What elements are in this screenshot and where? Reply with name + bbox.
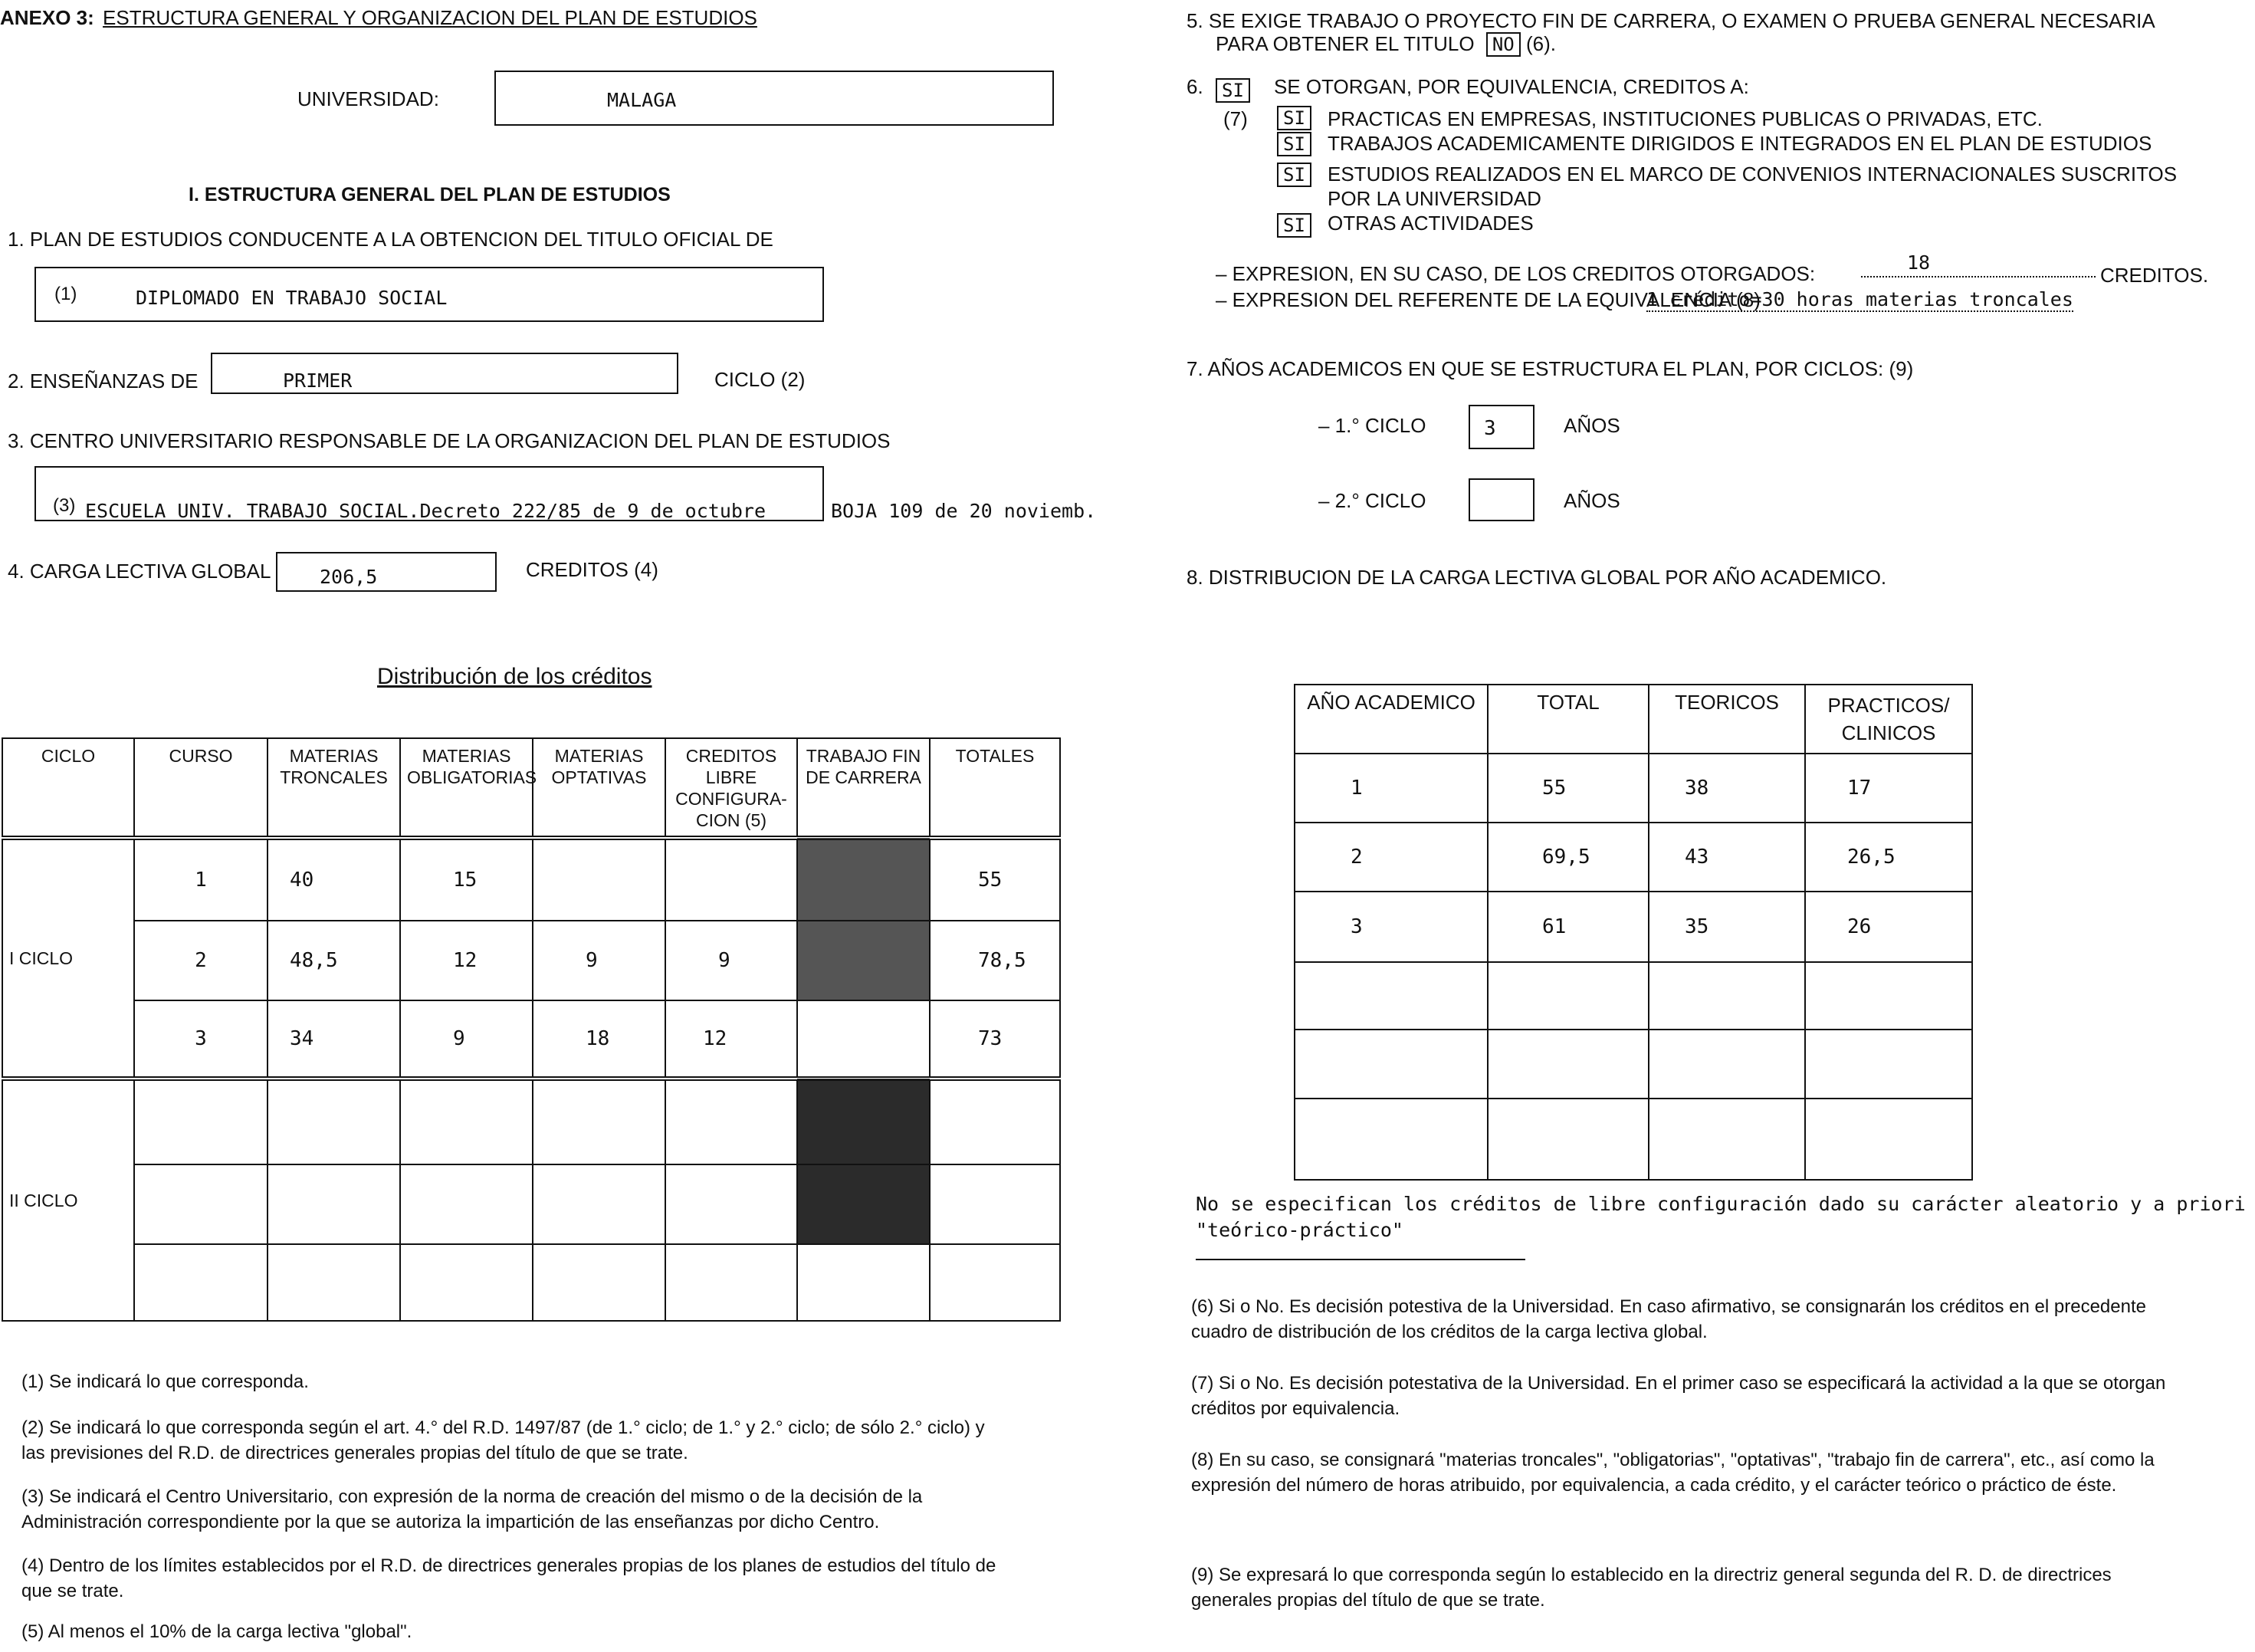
right-footnote-7: (7) Si o No. Es decisión potestativa de la Universidad. En el primer caso se especificará la actividad a la que se otorgan créditos por equivalencia. [1191,1373,2166,1419]
item1-label: 1. PLAN DE ESTUDIOS CONDUCENTE A LA OBTENCION DEL TITULO OFICIAL DE [8,228,773,251]
ciclo1-anos: AÑOS [1564,414,1620,437]
table-row [2,1164,1060,1244]
practicos-cell: 26 [1805,892,1972,962]
expr2-label: – EXPRESION DEL REFERENTE DE LA EQUIVALENCIA (8) [1216,288,1761,311]
practicos-cell: 17 [1805,754,1972,823]
expr2-value: 1 crédito=30 horas materias troncales [1646,288,2073,310]
troncales-cell: 40 [268,838,400,921]
universidad-field [494,71,1054,126]
option2-mark: SI [1277,132,1311,156]
item5-line2-text: PARA OBTENER EL TITULO [1216,32,1475,55]
table-row [1295,754,1972,823]
table-row [2,838,1060,921]
centro-value: ESCUELA UNIV. TRABAJO SOCIAL.Decreto 222/85 de 9 de octubre [85,500,766,522]
curso-cell: 2 [134,921,268,1000]
ciclo1-label: – 1.° CICLO [1318,414,1426,437]
option4-mark: SI [1277,213,1311,238]
item2-suffix: CICLO (2) [714,368,806,391]
libre-cell: 9 [665,921,797,1000]
item5-line2 [1216,32,1556,57]
right-footnote-8: (8) En su caso, se consignará "materias troncales", "obligatorias", "optativas", "trabajo fin de carrera", etc., así como la expresión del número de horas atribuido, por equivalencia, a cada crédito, y el carácter teórico o práctico de éste. [1191,1450,2155,1496]
obligatorias-cell: 15 [400,838,533,921]
libre-cell [665,838,797,921]
total-cell: 69,5 [1488,823,1649,892]
ciclo2-cell: II CICLO [2,1079,134,1321]
option3-mark: SI [1277,163,1311,187]
item6-num: 6. [1187,75,1203,98]
header-totales: TOTALES [930,738,1060,838]
left-footnote-4: (4) Dentro de los límites establecidos por el R.D. de directrices generales propias de los planes de estudios del título de que se trate. [21,1555,996,1601]
optativas-cell: 18 [533,1000,665,1079]
carga-value: 206,5 [320,566,378,588]
credits-table [2,737,1061,1322]
header-troncales: MATERIAS TRONCALES [268,738,400,838]
total-cell: 55 [1488,754,1649,823]
right-footnote-6: (6) Si o No. Es decisión potestiva de la Universidad. En caso afirmativo, se consignarán los créditos en el precedente cuadro de distribución de los créditos de la carga lectiva global. [1191,1296,2146,1342]
trabajo-cell-shaded [797,1079,930,1164]
ciclo2-anos: AÑOS [1564,489,1620,512]
distribution-title: Distribución de los créditos [377,664,652,689]
right-footnote-9: (9) Se expresará lo que corresponda según lo establecido en la directriz general segunda del R. D. de directrices generales propias del título de que se trate. [1191,1565,2112,1611]
expr1-value: 18 [1907,251,1931,274]
item6-answer-box: SI [1216,78,1250,103]
left-footnote-1: (1) Se indicará lo que corresponda. [21,1371,309,1392]
curso-cell: 1 [134,838,268,921]
item4-label: 4. CARGA LECTIVA GLOBAL [8,560,271,583]
item3-note: (3) [53,495,76,516]
ensenanzas-value: PRIMER [283,369,353,392]
item2-label: 2. ENSEÑANZAS DE [8,369,199,392]
header-ciclo: CICLO [2,738,134,838]
header-ano: AÑO ACADEMICO [1295,685,1488,754]
option4-text: OTRAS ACTIVIDADES [1328,212,1534,235]
expr1-dotted-line [1861,276,2096,278]
header-trabajo: TRABAJO FIN DE CARRERA [797,738,930,838]
annex-heading [0,6,757,30]
ciclo2-years-box [1469,478,1535,521]
trabajo-cell-shaded [797,1164,930,1244]
item5-line1: 5. SE EXIGE TRABAJO O PROYECTO FIN DE CARRERA, O EXAMEN O PRUEBA GENERAL NECESARIA [1187,9,2155,32]
option2-text: TRABAJOS ACADEMICAMENTE DIRIGIDOS E INTEGRADOS EN EL PLAN DE ESTUDIOS [1328,132,2152,155]
table-row [1295,823,1972,892]
year-table [1294,684,1973,1181]
obligatorias-cell: 9 [400,1000,533,1079]
libre-cell: 12 [665,1000,797,1079]
item7-label: 7. AÑOS ACADEMICOS EN QUE SE ESTRUCTURA EL PLAN, POR CICLOS: (9) [1187,357,1914,380]
ciclo2-label: – 2.° CICLO [1318,489,1426,512]
left-footnote-3: (3) Se indicará el Centro Universitario, con expresión de la norma de creación del mismo o de la decisión de la Administración correspondiente por la que se autoriza la impartición de las enseñanzas por dicho Centro. [21,1486,923,1532]
trabajo-cell [797,1000,930,1079]
totales-cell: 73 [930,1000,1060,1079]
titulo-value: DIPLOMADO EN TRABAJO SOCIAL [136,287,448,309]
annex-label: ANEXO 3: [0,6,94,29]
carga-field [276,552,497,592]
totales-cell: 55 [930,838,1060,921]
troncales-cell: 48,5 [268,921,400,1000]
header-teoricos: TEORICOS [1649,685,1805,754]
item6-note: (7) [1223,107,1248,130]
year-header-row [1295,685,1972,754]
expr1-label: – EXPRESION, EN SU CASO, DE LOS CREDITOS OTORGADOS: [1216,262,1816,285]
optativas-cell [533,838,665,921]
header-total: TOTAL [1488,685,1649,754]
left-footnote-5: (5) Al menos el 10% de la carga lectiva "global". [21,1621,412,1642]
table-row [1295,1099,1972,1180]
teoricos-cell: 43 [1649,823,1805,892]
item5-answer-box: NO [1486,32,1521,57]
libre-note: No se especifican los créditos de libre configuración dado su carácter aleatorio y a priori "teórico-práctico" [1196,1193,2246,1241]
ciclo1-cell: I CICLO [2,838,134,1079]
totales-cell: 78,5 [930,921,1060,1000]
item3-label: 3. CENTRO UNIVERSITARIO RESPONSABLE DE LA ORGANIZACION DEL PLAN DE ESTUDIOS [8,429,891,452]
annex-title: ESTRUCTURA GENERAL Y ORGANIZACION DEL PLAN DE ESTUDIOS [103,6,757,29]
obligatorias-cell: 12 [400,921,533,1000]
table-row [2,1000,1060,1079]
centro-field [34,466,824,521]
universidad-label: UNIVERSIDAD: [297,87,439,110]
ensenanzas-field [211,353,678,394]
teoricos-cell: 38 [1649,754,1805,823]
header-libre: CREDITOS LIBRE CONFIGURA- CION (5) [665,738,797,838]
universidad-value: MALAGA [607,89,677,111]
item6-title: SE OTORGAN, POR EQUIVALENCIA, CREDITOS A: [1274,75,1749,98]
item8-label: 8. DISTRIBUCION DE LA CARGA LECTIVA GLOBAL POR AÑO ACADEMICO. [1187,566,1887,589]
ciclo1-years-value: 3 [1484,417,1496,440]
centro-extra: BOJA 109 de 20 noviemb. [831,500,1097,522]
option3-text: ESTUDIOS REALIZADOS EN EL MARCO DE CONVENIOS INTERNACIONALES SUSCRITOS [1328,163,2178,186]
option3-continuation: POR LA UNIVERSIDAD [1328,187,1541,210]
header-practicos: PRACTICOS/ CLINICOS [1805,685,1972,754]
footnote-separator [1196,1259,1525,1260]
teoricos-cell: 35 [1649,892,1805,962]
item4-suffix: CREDITOS (4) [526,558,658,581]
header-curso: CURSO [134,738,268,838]
option1-mark: SI [1277,106,1311,130]
table-row [2,921,1060,1000]
left-footnote-2: (2) Se indicará lo que corresponda según el art. 4.° del R.D. 1497/87 (de 1.° ciclo; de 1.° y 2.° ciclo; de sólo 2.° ciclo) y las previsiones del R.D. de directrices generales propias del título de que se trate. [21,1417,985,1463]
practicos-cell: 26,5 [1805,823,1972,892]
titulo-field [34,267,824,322]
option1-text: PRACTICAS EN EMPRESAS, INSTITUCIONES PUBLICAS O PRIVADAS, ETC. [1328,107,2043,130]
table-row [2,1079,1060,1164]
expr1-suffix: CREDITOS. [2100,264,2209,287]
credits-header-row [2,738,1060,838]
table-row [2,1244,1060,1321]
curso-cell: 3 [134,1000,268,1079]
trabajo-cell-shaded [797,921,930,1000]
ano-cell: 2 [1295,823,1488,892]
table-row [1295,962,1972,1030]
ano-cell: 3 [1295,892,1488,962]
header-obligatorias: MATERIAS OBLIGATORIAS [400,738,533,838]
header-optativas: MATERIAS OPTATIVAS [533,738,665,838]
section-title: I. ESTRUCTURA GENERAL DEL PLAN DE ESTUDIOS [189,184,671,205]
optativas-cell: 9 [533,921,665,1000]
ciclo1-years-box [1469,405,1535,449]
ano-cell: 1 [1295,754,1488,823]
trabajo-cell-shaded [797,838,930,921]
table-row [1295,892,1972,962]
item1-note: (1) [54,284,77,304]
total-cell: 61 [1488,892,1649,962]
table-row [1295,1030,1972,1099]
item5-note: (6). [1525,32,1556,55]
troncales-cell: 34 [268,1000,400,1079]
